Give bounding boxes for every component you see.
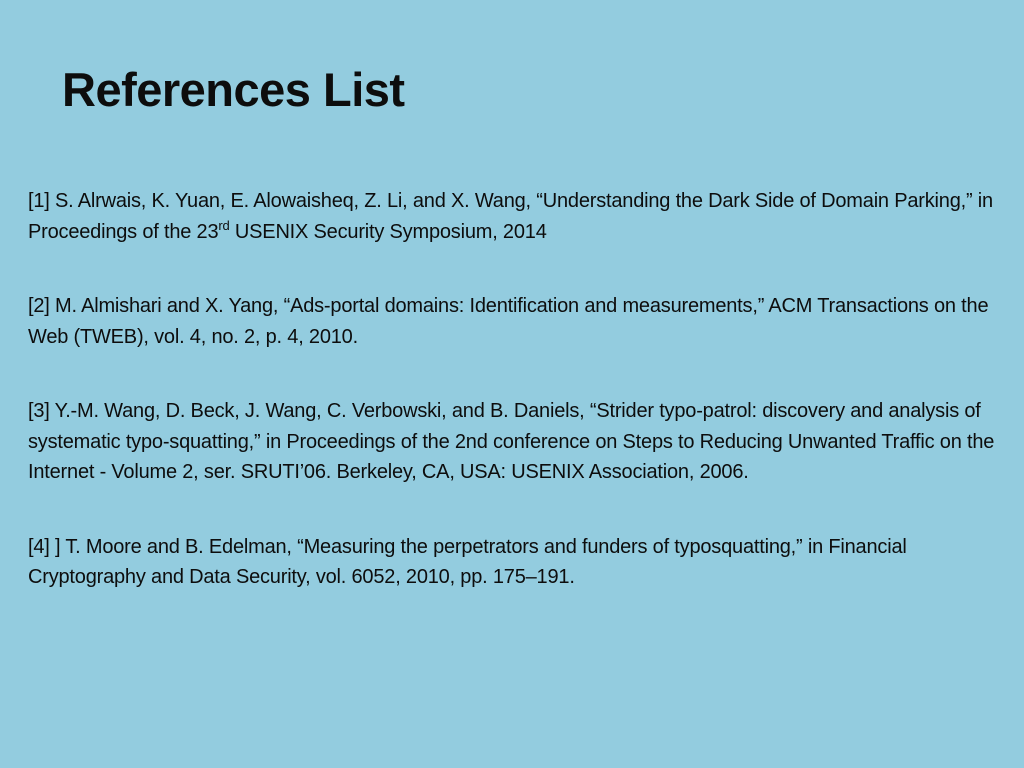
reference-item-2 bbox=[28, 291, 1008, 352]
reference-2-text: [2] M. Almishari and X. Yang, “Ads-portal domains: Identification and measurements,” ACM Transactions on the Web (TWEB), vol. 4, no. 2, p. 4, 2010. bbox=[28, 295, 989, 348]
reference-item-1 bbox=[28, 186, 1008, 247]
reference-item-4 bbox=[28, 532, 1008, 593]
reference-1-text: [1] S. Alrwais, K. Yuan, E. Alowaisheq, Z. Li, and X. Wang, “Understanding the Dark Side of Domain Parking,” in Proceedings of the 23 bbox=[28, 190, 993, 243]
reference-1-superscript: rd bbox=[218, 217, 230, 233]
reference-1-text-end: USENIX Security Symposium, 2014 bbox=[229, 220, 547, 243]
slide-title: References List bbox=[62, 63, 405, 116]
reference-4-text: [4] ] T. Moore and B. Edelman, “Measuring the perpetrators and funders of typosquatting,” in Financial Cryptography and Data Security, vol. 6052, 2010, pp. 175–191. bbox=[28, 535, 907, 588]
references-list bbox=[28, 186, 1008, 593]
reference-item-3 bbox=[28, 396, 1008, 488]
reference-3-text: [3] Y.-M. Wang, D. Beck, J. Wang, C. Verbowski, and B. Daniels, “Strider typo-patrol: discovery and analysis of systematic typo-squatting,” in Proceedings of the 2nd conference on Steps to Reducing Unwanted Traffic on the Internet - Volume 2, ser. SRUTI’06. Berkeley, CA, USA: USENIX Association, 2006. bbox=[28, 400, 995, 483]
